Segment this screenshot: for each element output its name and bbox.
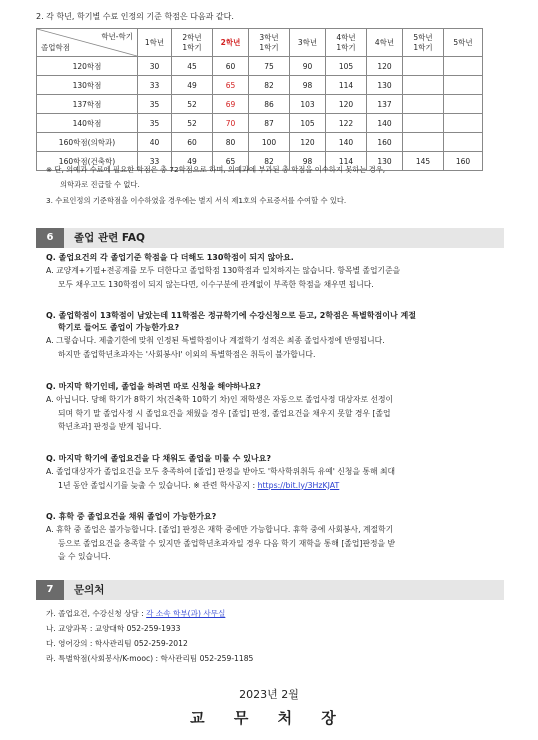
faq-answer: A. 그렇습니다. 제출기한에 맞춰 인정된 특별학점이나 계절학기 성적은 최종 졸업사정에 반영됩니다. [46, 336, 385, 345]
table-row [37, 95, 483, 114]
column-header: 5학년 [444, 29, 483, 57]
credits-table [36, 28, 483, 171]
table-cell: 90 [290, 57, 326, 76]
row-label: 160학점(의학과) [37, 133, 138, 152]
table-cell: 160 [367, 133, 403, 152]
section-7-header [36, 580, 504, 600]
table-cell: 145 [403, 152, 444, 171]
intro-text: 2. 각 학년, 학기별 수료 인정의 기준 학점은 다음과 같다. [36, 12, 234, 21]
table-cell: 40 [138, 133, 172, 152]
table-cell: 130 [367, 76, 403, 95]
table-cell: 105 [326, 57, 367, 76]
diagonal-bottom-label: 졸업학점 [41, 43, 70, 52]
column-header: 2학년 [213, 29, 249, 57]
section-6-header [36, 228, 504, 248]
table-cell: 120 [326, 95, 367, 114]
faq-answer: 1년 동안 졸업시기를 늦출 수 있습니다. ※ 관련 학사공지 : https://bit.ly/3HzKJAT [58, 480, 340, 490]
section-6-number: 6 [36, 228, 64, 248]
table-cell: 140 [367, 114, 403, 133]
faq-item [46, 381, 506, 434]
row-label: 130학점 [37, 76, 138, 95]
table-cell: 98 [290, 76, 326, 95]
table-cell: 114 [326, 76, 367, 95]
faq-answer: A. 아닙니다. 당해 학기가 8학기 차(건축학 10학기 차)인 재학생은 자동으로 졸업사정 대상자로 선정이 [46, 395, 394, 404]
contact-item: 다. 영어강의 : 학사관리팀 052-259-2012 [46, 639, 188, 648]
table-cell: 120 [290, 133, 326, 152]
table-cell [444, 95, 483, 114]
note-line-2: 의학과로 진급할 수 없다. [60, 180, 140, 189]
faq-notice-link[interactable]: https://bit.ly/3HzKJAT [257, 480, 340, 490]
table-cell: 120 [367, 57, 403, 76]
faq-question: Q. 졸업학점이 13학점이 남았는데 11학점은 정규학기에 수강신청으로 듣고, 2학점은 특별학점이나 계절 [46, 311, 416, 320]
row-label: 120학점 [37, 57, 138, 76]
diagonal-header-cell [37, 29, 138, 57]
table-cell: 130 [367, 152, 403, 171]
contact-item: 가. 졸업요건, 수강신청 상담 : 각 소속 학부(과) 사무실 [46, 609, 226, 618]
contact-item: 라. 특별학점(사회봉사/K-mooc) : 학사관리팀 052-259-1185 [46, 654, 254, 663]
issuer-signature: 교 무 처 장 [190, 709, 348, 727]
table-cell: 75 [249, 57, 290, 76]
table-cell: 86 [249, 95, 290, 114]
section-6-title: 졸업 관련 FAQ [74, 232, 145, 244]
table-cell: 87 [249, 114, 290, 133]
table-cell [444, 133, 483, 152]
table-cell: 65 [213, 76, 249, 95]
faq-answer: 하지만 졸업학년초과자는 '사회봉사Ⅰ' 이외의 특별학점은 취득이 불가합니다. [58, 349, 316, 359]
document-date: 2023년 2월 [239, 688, 299, 701]
table-cell: 98 [290, 152, 326, 171]
contact-item: 나. 교양과목 : 교양대학 052-259-1933 [46, 624, 181, 633]
faq-answer: 모두 채우고도 130학점이 되지 않는다면, 이수구분에 관계없이 부족한 학점을 채우면 됩니다. [58, 279, 374, 289]
faq-answer: 을 수 있습니다. [58, 552, 111, 561]
row-label: 137학점 [37, 95, 138, 114]
column-header: 5학년 1학기 [403, 29, 444, 57]
faq-answer: 학년초과] 판정을 받게 됩니다. [58, 422, 162, 431]
faq-question: 학기로 들어도 졸업이 가능한가요? [58, 323, 180, 332]
table-cell [403, 114, 444, 133]
table-body [37, 57, 483, 171]
table-cell: 33 [138, 76, 172, 95]
table-cell: 69 [213, 95, 249, 114]
faq-answer: 등으로 졸업요건을 충족할 수 있지만 졸업학년초과자일 경우 다음 학기 재학을 통해 [졸업]판정을 받 [58, 538, 396, 548]
table-cell: 103 [290, 95, 326, 114]
table-cell: 35 [138, 114, 172, 133]
table-cell: 70 [213, 114, 249, 133]
table-cell: 52 [172, 114, 213, 133]
note-line-1: ※ 단, 의예과 수료에 필요한 학점은 총 72학점으로 하며, 의예과에 부과된 총 학점을 이수하지 못하는 경우, [46, 165, 386, 174]
row-label: 160학점(건축학) [37, 152, 138, 171]
faq-item [46, 310, 506, 361]
diagonal-top-label: 학년-학기 [101, 32, 133, 41]
table-cell [444, 57, 483, 76]
table-cell: 30 [138, 57, 172, 76]
table-row [37, 114, 483, 133]
faq-answer: 되며 학기 말 졸업사정 시 졸업요건을 채웠을 경우 [졸업] 판정, 졸업요건을 채우지 못할 경우 [졸업 [58, 408, 391, 418]
table-cell: 49 [172, 152, 213, 171]
table-cell: 60 [172, 133, 213, 152]
column-header: 4학년 1학기 [326, 29, 367, 57]
table-cell: 60 [213, 57, 249, 76]
item-3-text: 3. 수료인정의 기준학점을 이수하였을 경우에는 별지 서식 제1호의 수료증서를 수여할 수 있다. [46, 196, 347, 205]
table-cell: 49 [172, 76, 213, 95]
table-cell: 105 [290, 114, 326, 133]
row-label: 140학점 [37, 114, 138, 133]
table-cell: 82 [249, 152, 290, 171]
table-cell [444, 76, 483, 95]
table-cell: 80 [213, 133, 249, 152]
faq-answer: A. 휴학 중 졸업은 불가능합니다. [졸업] 판정은 재학 중에만 가능합니다. 휴학 중에 사회봉사, 계절학기 [46, 525, 394, 534]
contact-list [46, 606, 253, 666]
faq-item [46, 252, 506, 291]
faq-answer: A. 졸업대상자가 졸업요건을 모두 충족하여 [졸업] 판정을 받아도 '학사학위취득 유예' 신청을 통해 최대 [46, 467, 396, 476]
table-cell [403, 76, 444, 95]
faq-question: Q. 마지막 학기에 졸업요건을 다 채워도 졸업을 미룰 수 있나요? [46, 454, 272, 463]
faq-question: Q. 마지막 학기인데, 졸업을 하려면 따로 신청을 해야하나요? [46, 382, 261, 391]
table-cell [403, 95, 444, 114]
column-header: 3학년 1학기 [249, 29, 290, 57]
column-header: 4학년 [367, 29, 403, 57]
table-cell: 100 [249, 133, 290, 152]
table-cell: 160 [444, 152, 483, 171]
table-cell: 137 [367, 95, 403, 114]
table-cell: 33 [138, 152, 172, 171]
section-7-title: 문의처 [74, 584, 105, 596]
table-cell: 65 [213, 152, 249, 171]
section-7-number: 7 [36, 580, 64, 600]
table-cell: 82 [249, 76, 290, 95]
table-cell: 140 [326, 133, 367, 152]
table-row [37, 57, 483, 76]
table-cell [444, 114, 483, 133]
faq-question: Q. 졸업요건의 각 졸업기준 학점을 다 더해도 130학점이 되지 않아요. [46, 253, 294, 262]
table-row [37, 76, 483, 95]
table-cell: 35 [138, 95, 172, 114]
table-cell: 52 [172, 95, 213, 114]
faq-question: Q. 휴학 중 졸업요건을 채워 졸업이 가능한가요? [46, 512, 217, 521]
column-header: 1학년 [138, 29, 172, 57]
table-cell [403, 57, 444, 76]
column-header: 2학년 1학기 [172, 29, 213, 57]
table-cell: 114 [326, 152, 367, 171]
faq-item [46, 511, 506, 564]
column-header: 3학년 [290, 29, 326, 57]
table-row [37, 133, 483, 152]
table-cell: 45 [172, 57, 213, 76]
table-cell: 122 [326, 114, 367, 133]
table-header-row [37, 29, 483, 57]
table-cell [403, 133, 444, 152]
contact-office-link[interactable]: 각 소속 학부(과) 사무실 [146, 609, 226, 618]
faq-item [46, 453, 506, 492]
faq-answer: A. 교양계+기필+전공계를 모두 더한다고 졸업학점 130학점과 일치하지는 않습니다. 항목별 졸업기준을 [46, 266, 401, 275]
